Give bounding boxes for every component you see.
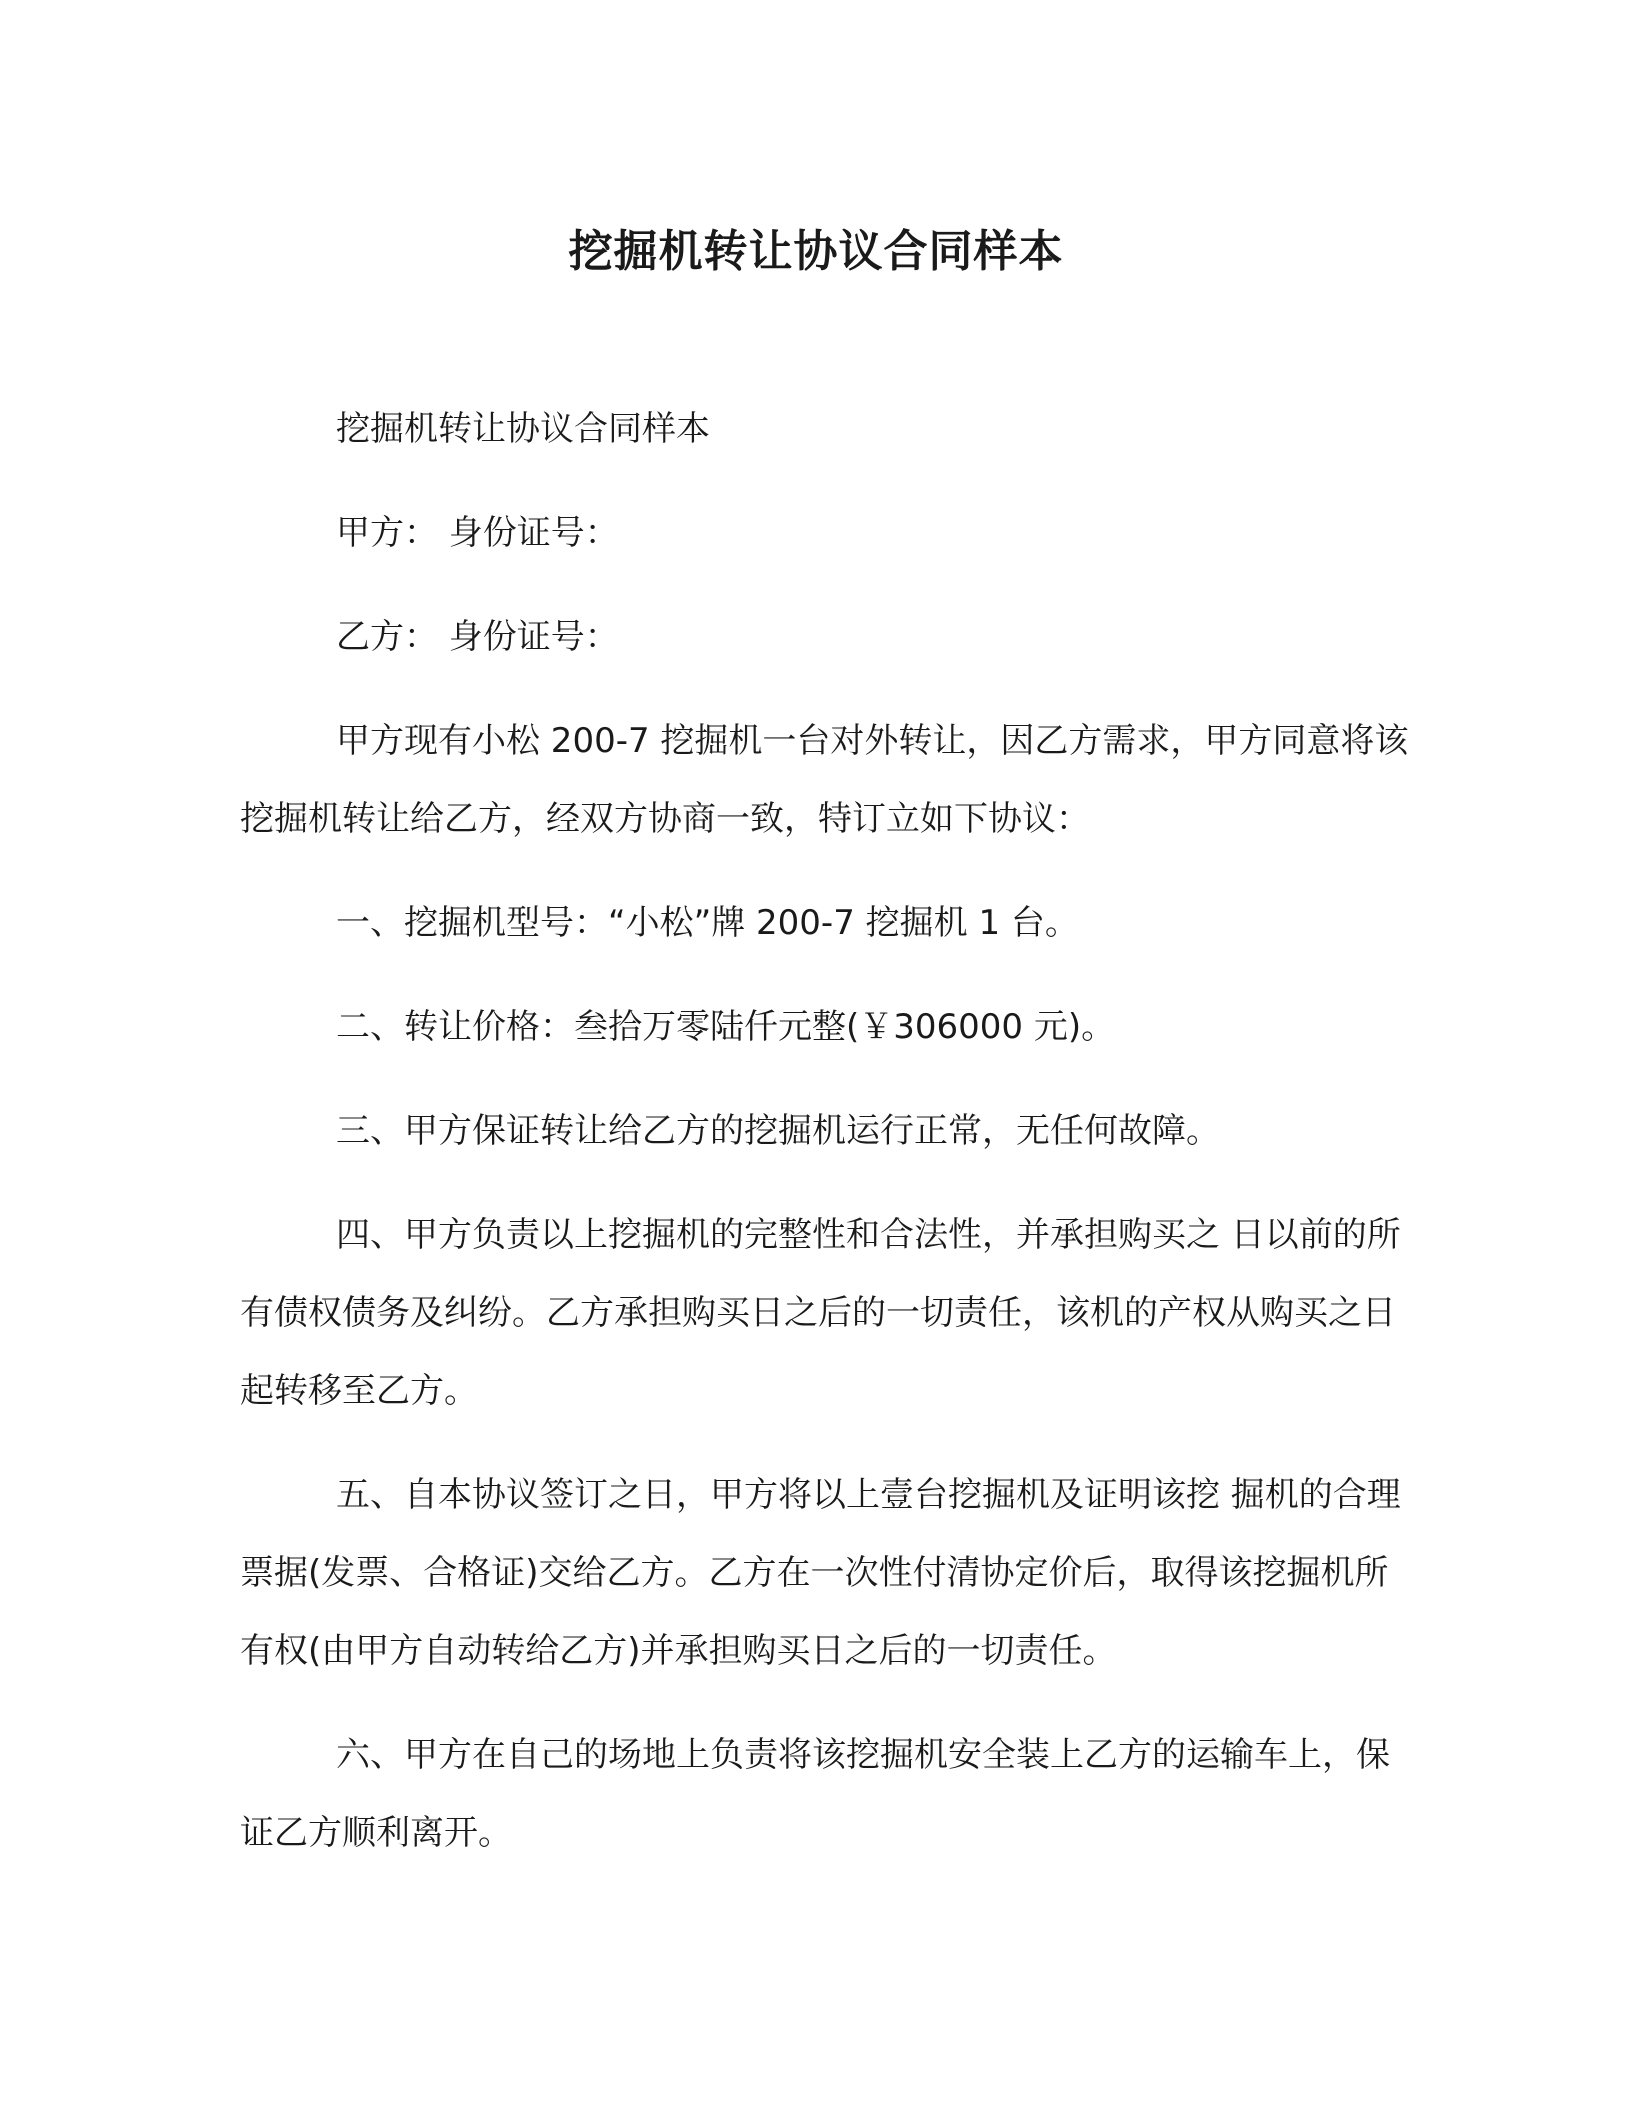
- paragraph-clause-2: 二、转让价格：叁拾万零陆仟元整(￥306000 元)。: [336, 1007, 1116, 1047]
- paragraph-party-b: 乙方： 身份证号：: [336, 617, 619, 657]
- paragraph-preamble: 甲方现有小松 200-7 挖掘机一台对外转让，因乙方需求，甲方同意将该挖掘机转让给乙方，经双方协商一致，特订立如下协议：: [240, 721, 1409, 839]
- paragraph-clause-3: 三、甲方保证转让给乙方的挖掘机运行正常，无任何故障。: [336, 1111, 1220, 1151]
- paragraph-clause-5: 五、自本协议签订之日，甲方将以上壹台挖掘机及证明该挖 掘机的合理票据(发票、合格证)交给乙方。乙方在一次性付清协定价后，取得该挖掘机所有权(由甲方自动转给乙方)并承担购买日之后的一切责任。: [240, 1475, 1401, 1671]
- document-body: [240, 390, 1410, 1898]
- paragraph-clause-1: 一、挖掘机型号：“小松”牌 200-7 挖掘机 1 台。: [336, 903, 1079, 943]
- paragraph-clause-6: 六、甲方在自己的场地上负责将该挖掘机安全装上乙方的运输车上，保证乙方顺利离开。: [240, 1735, 1390, 1853]
- paragraph-subtitle: 挖掘机转让协议合同样本: [336, 409, 710, 449]
- document-title: 挖掘机转让协议合同样本: [568, 226, 1064, 277]
- paragraph-clause-4: 四、甲方负责以上挖掘机的完整性和合法性，并承担购买之 日以前的所有债权债务及纠纷。乙方承担购买日之后的一切责任，该机的产权从购买之日起转移至乙方。: [240, 1215, 1401, 1411]
- paragraph-party-a: 甲方： 身份证号：: [336, 513, 619, 553]
